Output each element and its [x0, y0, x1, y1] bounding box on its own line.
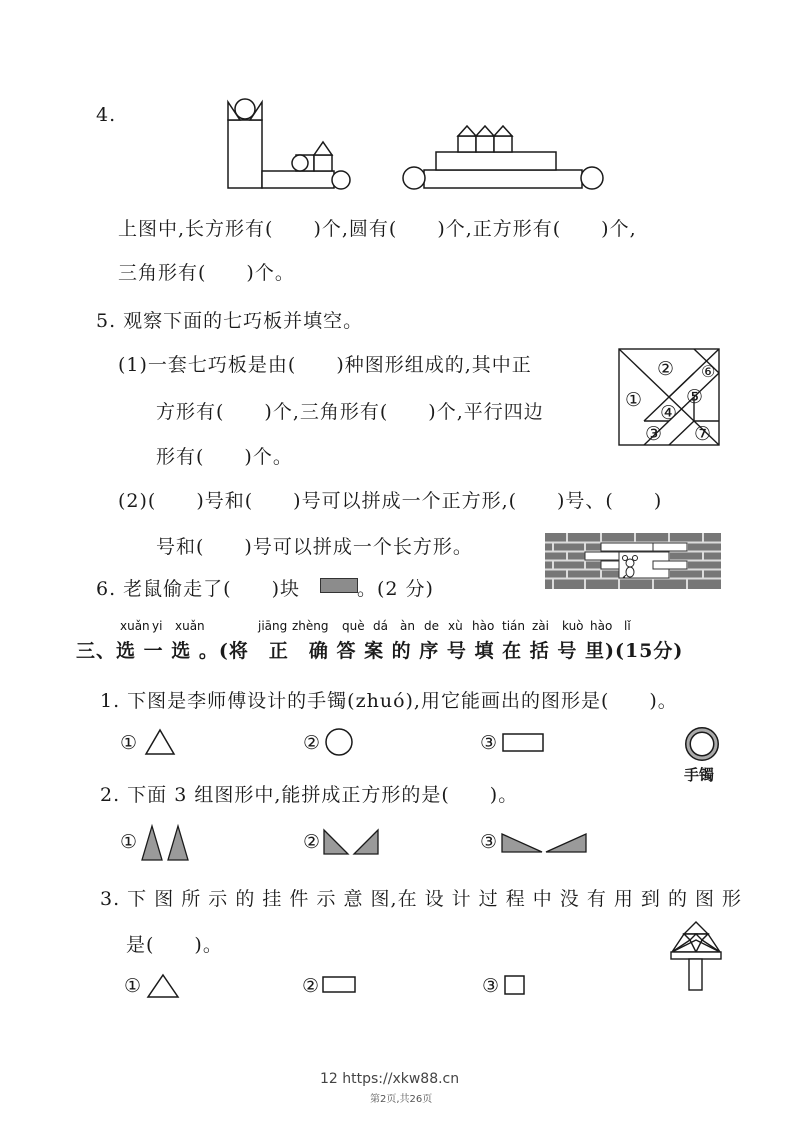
tangram-label-3: ③ [645, 423, 663, 445]
q4-figure-left [220, 98, 360, 192]
square-small-icon [504, 975, 526, 995]
s3q2-text: 2. 下面 3 组图形中,能拼成正方形的是( )。 [100, 784, 519, 806]
pinyin-1: xuǎn [120, 619, 150, 633]
s3q1-text: 1. 下图是李师傅设计的手镯(zhuó),用它能画出的图形是( )。 [100, 690, 678, 712]
q5-part1-line2: 方形有( )个,三角形有( )个,平行四边 [156, 401, 544, 423]
q4-figure-right [400, 108, 610, 192]
q5-title: 5. 观察下面的七巧板并填空。 [96, 310, 364, 332]
pinyin-7: dá [373, 619, 388, 633]
footer-watermark: 12 https://xkw88.cn [320, 1071, 460, 1087]
s3q2-option-3-label: ③ [480, 831, 498, 853]
pinyin-16: lǐ [624, 619, 631, 633]
brick-icon [320, 578, 358, 593]
tangram-label-4: ④ [660, 402, 678, 424]
brick-wall-figure [545, 533, 721, 589]
bracelet-icon [684, 726, 720, 762]
q5-part2-line1: (2)( )号和( )号可以拼成一个正方形,( )号、( ) [118, 490, 663, 512]
pinyin-3: xuǎn [175, 619, 205, 633]
pinyin-6: què [342, 619, 365, 633]
rectangle-outline-icon [502, 733, 544, 753]
s3q1-option-2-label: ② [303, 732, 321, 754]
q5-part1-line1: (1)一套七巧板是由( )种图形组成的,其中正 [118, 354, 532, 376]
s3q3-option-3-label: ③ [482, 975, 500, 997]
pinyin-12: tián [502, 619, 525, 633]
tangram-label-2: ② [657, 358, 675, 380]
q6-text-a: 6. 老鼠偷走了( )块 [96, 578, 300, 600]
s3q2-option-2-label: ② [303, 831, 321, 853]
s3q1-option-3-label: ③ [480, 732, 498, 754]
s3q2-option-1-label: ① [120, 831, 138, 853]
pendant-diagram [668, 920, 724, 992]
s3q3-option-2-label: ② [302, 975, 320, 997]
pinyin-9: de [424, 619, 439, 633]
q4-line-1: 上图中,长方形有( )个,圆有( )个,正方形有( )个, [118, 218, 637, 240]
s3q3-line-2: 是( )。 [126, 934, 223, 956]
q4-number: 4. [96, 104, 117, 126]
two-flat-triangles-icon [500, 832, 590, 854]
s3q3-option-1-label: ① [124, 975, 142, 997]
rectangle-small-icon [322, 976, 356, 994]
pinyin-5: zhèng [292, 619, 329, 633]
q5-part1-line3: 形有( )个。 [156, 446, 293, 468]
triangle-outline-icon [144, 728, 176, 756]
tangram-label-1: ① [625, 389, 643, 411]
pinyin-8: àn [400, 619, 415, 633]
pinyin-14: kuò [562, 619, 584, 633]
pinyin-11: hào [472, 619, 495, 633]
two-right-triangles-icon [322, 828, 382, 856]
tangram-label-7: ⑦ [694, 423, 712, 445]
pinyin-10: xù [448, 619, 463, 633]
triangle-small-icon [146, 973, 180, 999]
circle-outline-icon [324, 727, 354, 757]
pinyin-2: yi [152, 619, 163, 633]
pinyin-13: zài [532, 619, 549, 633]
s3q1-option-1-label: ① [120, 732, 138, 754]
s3q3-line-1: 3. 下 图 所 示 的 挂 件 示 意 图,在 设 计 过 程 中 没 有 用 到 的 图 形 [100, 888, 743, 910]
footer-page-number: 第2页,共26页 [370, 1094, 433, 1105]
q6-text-b: 。(2 分) [357, 578, 434, 600]
q5-part2-line2: 号和( )号可以拼成一个长方形。 [156, 536, 473, 558]
q4-line-2: 三角形有( )个。 [118, 262, 295, 284]
two-tall-triangles-icon [140, 824, 192, 862]
section3-heading: 三、选 一 选 。(将 正 确 答 案 的 序 号 填 在 括 号 里)(15分) [76, 640, 684, 662]
pinyin-4: jiāng [258, 619, 288, 633]
bracelet-caption: 手镯 [684, 766, 715, 784]
pinyin-15: hào [590, 619, 613, 633]
tangram-label-6: ⑥ [701, 362, 716, 381]
tangram-label-5: ⑤ [686, 386, 704, 408]
